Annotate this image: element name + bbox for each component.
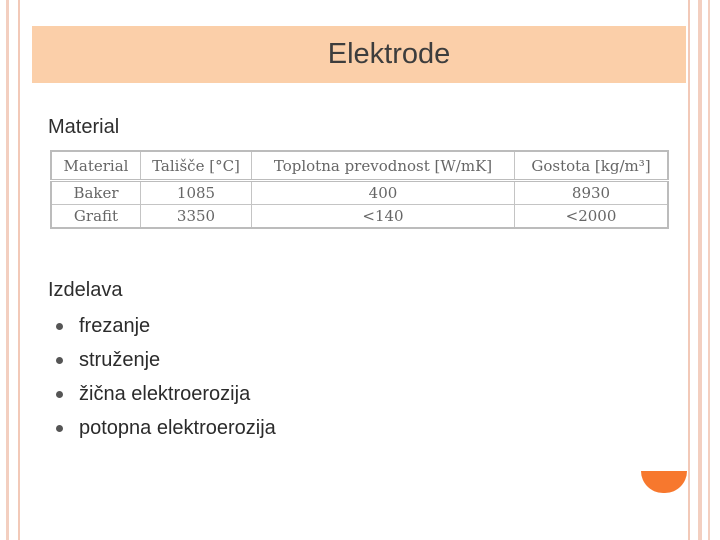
orange-accent-tab — [641, 471, 687, 493]
list-item-text: frezanje — [79, 315, 151, 337]
slide-frame-right — [688, 0, 720, 540]
table-cell: Baker — [51, 181, 141, 205]
list-item-text: žična elektroerozija — [79, 383, 251, 405]
bullet-icon — [56, 323, 63, 330]
bullet-icon — [56, 425, 63, 432]
list-item — [52, 309, 276, 343]
table-row — [51, 205, 668, 229]
table-header-cell: Material — [51, 151, 141, 181]
list-item-text: struženje — [79, 349, 161, 371]
table-row — [51, 181, 668, 205]
table-cell: 1085 — [141, 181, 252, 205]
slide-frame-left — [0, 0, 20, 540]
izdelava-list — [52, 309, 276, 445]
table-cell: <2000 — [515, 205, 669, 229]
table-header-cell: Toplotna prevodnost [W/mK] — [252, 151, 515, 181]
table-cell: Grafit — [51, 205, 141, 229]
materials-table — [50, 150, 669, 229]
table-cell: <140 — [252, 205, 515, 229]
slide-title: Elektrode — [327, 38, 451, 70]
table-header-cell: Tališče [°C] — [141, 151, 252, 181]
material-heading: Material — [48, 116, 120, 138]
table-header-row — [51, 151, 668, 181]
list-item — [52, 343, 276, 377]
izdelava-heading: Izdelava — [48, 279, 123, 301]
table-cell: 400 — [252, 181, 515, 205]
table-header-cell: Gostota [kg/m³] — [515, 151, 669, 181]
list-item — [52, 411, 276, 445]
list-item-text: potopna elektroerozija — [79, 417, 276, 439]
bullet-icon — [56, 391, 63, 398]
title-bar — [32, 26, 686, 83]
table-cell: 8930 — [515, 181, 669, 205]
bullet-icon — [56, 357, 63, 364]
list-item — [52, 377, 276, 411]
table-cell: 3350 — [141, 205, 252, 229]
